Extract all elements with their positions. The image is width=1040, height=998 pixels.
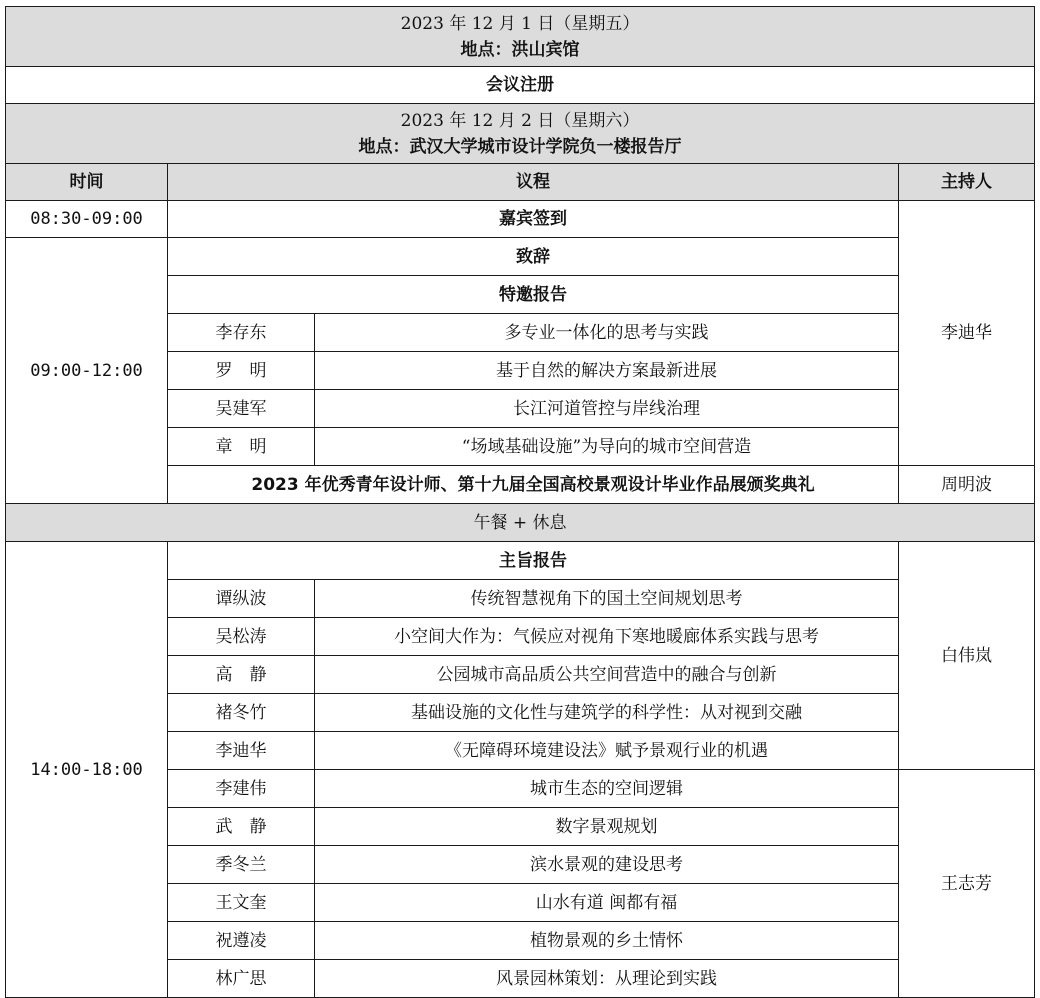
table-row	[6, 201, 1035, 238]
host-header: 主持人	[899, 164, 1035, 201]
session2-time: 09:00-12:00	[6, 238, 168, 504]
speaker-cell: 李建伟	[168, 770, 315, 808]
speaker-cell: 吴建军	[168, 390, 315, 428]
talk-title-cell: 长江河道管控与岸线治理	[315, 390, 899, 428]
column-header-row	[6, 164, 1035, 201]
day1-header-row	[6, 7, 1035, 67]
award-ceremony-cell: 2023 年优秀青年设计师、第十九届全国高校景观设计毕业作品展颁奖典礼	[168, 466, 899, 504]
speaker-cell: 章 明	[168, 428, 315, 466]
lunch-break-cell: 午餐 + 休息	[6, 504, 1035, 542]
agenda-header: 议程	[168, 164, 899, 201]
invited-reports-title: 特邀报告	[168, 276, 899, 314]
speaker-cell: 林广思	[168, 960, 315, 998]
talk-title-cell: 植物景观的乡土情怀	[315, 922, 899, 960]
speaker-cell: 吴松涛	[168, 618, 315, 656]
registration-row	[6, 67, 1035, 104]
session3-time: 14:00-18:00	[6, 542, 168, 998]
checkin-cell: 嘉宾签到	[168, 201, 899, 238]
speaker-cell: 高 静	[168, 656, 315, 694]
talk-title-cell: 基础设施的文化性与建筑学的科学性：从对视到交融	[315, 694, 899, 732]
session1-time: 08:30-09:00	[6, 201, 168, 238]
session1-host: 李迪华	[899, 201, 1035, 466]
talk-title-cell: 传统智慧视角下的国土空间规划思考	[315, 580, 899, 618]
table-row	[6, 238, 1035, 276]
day1-header	[6, 7, 1035, 67]
talk-title-cell: 风景园林策划：从理论到实践	[315, 960, 899, 998]
talk-title-cell: 《无障碍环境建设法》赋予景观行业的机遇	[315, 732, 899, 770]
talk-title-cell: 城市生态的空间逻辑	[315, 770, 899, 808]
award-host: 周明波	[899, 466, 1035, 504]
talk-title-cell: “场域基础设施”为导向的城市空间营造	[315, 428, 899, 466]
day1-venue: 地点：洪山宾馆	[460, 39, 580, 60]
registration-cell: 会议注册	[6, 67, 1035, 104]
speaker-cell: 李存东	[168, 314, 315, 352]
speaker-cell: 褚冬竹	[168, 694, 315, 732]
talk-title-cell: 山水有道 闽都有福	[315, 884, 899, 922]
talk-title-cell: 基于自然的解决方案最新进展	[315, 352, 899, 390]
speaker-cell: 祝遵凌	[168, 922, 315, 960]
opening-cell: 致辞	[168, 238, 899, 276]
session3-host-b: 王志芳	[899, 770, 1035, 998]
talk-title-cell: 小空间大作为：气候应对视角下寒地暖廊体系实践与思考	[315, 618, 899, 656]
talk-title-cell: 数字景观规划	[315, 808, 899, 846]
agenda-table	[5, 6, 1035, 998]
speaker-cell: 武 静	[168, 808, 315, 846]
day2-header	[6, 104, 1035, 164]
talk-title-cell: 公园城市高品质公共空间营造中的融合与创新	[315, 656, 899, 694]
day2-date: 2023 年 12 月 2 日（星期六）	[400, 110, 640, 131]
talk-title-cell: 多专业一体化的思考与实践	[315, 314, 899, 352]
table-row	[6, 542, 1035, 580]
speaker-cell: 季冬兰	[168, 846, 315, 884]
lunch-break-row	[6, 504, 1035, 542]
speaker-cell: 谭纵波	[168, 580, 315, 618]
speaker-cell: 王文奎	[168, 884, 315, 922]
keynote-reports-title: 主旨报告	[168, 542, 899, 580]
speaker-cell: 罗 明	[168, 352, 315, 390]
day2-header-row	[6, 104, 1035, 164]
day2-venue: 地点：武汉大学城市设计学院负一楼报告厅	[358, 136, 682, 157]
speaker-cell: 李迪华	[168, 732, 315, 770]
talk-title-cell: 滨水景观的建设思考	[315, 846, 899, 884]
session3-host-a: 白伟岚	[899, 542, 1035, 770]
time-header: 时间	[6, 164, 168, 201]
day1-date: 2023 年 12 月 1 日（星期五）	[400, 13, 640, 34]
